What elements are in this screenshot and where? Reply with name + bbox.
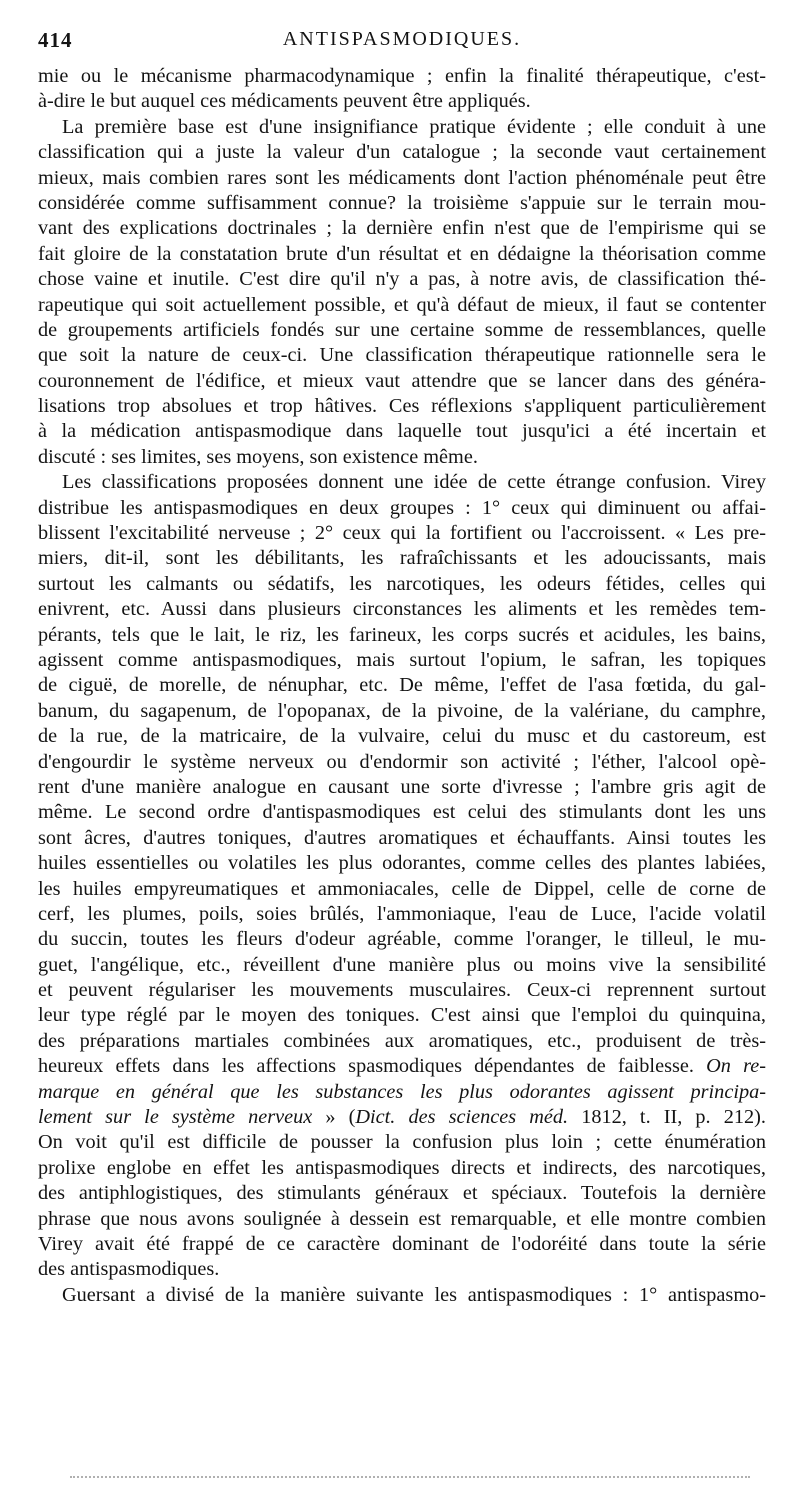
text-line-mixed — [38, 1054, 766, 1079]
line-text-roman: heureux effets dans les affections spasmodiques dépendantes de faiblesse. — [38, 1055, 694, 1078]
text-line: Virey avait été frappé de ce caractère dominant de l'odoréité dans toute la série — [38, 1232, 766, 1255]
text-line-italic — [38, 1080, 766, 1105]
text-line: du succin, toutes les fleurs d'odeur agréable, comme l'oranger, le tilleul, le mu- — [38, 928, 766, 951]
text-line: à la médication antispasmodique dans laquelle tout jusqu'ici a été incertain et — [38, 420, 766, 443]
text-line: discuté : ses limites, ses moyens, son existence même. — [38, 445, 478, 468]
text-line: classification qui a juste la valeur d'un catalogue ; la seconde vaut certainement — [38, 141, 766, 164]
paragraph-start-line: Guersant a divisé de la manière suivante les antispasmodiques : 1° antispasmo- — [62, 1283, 766, 1306]
text-line: miers, dit-il, sont les débilitants, les rafraîchissants et les adoucissants, mais — [38, 547, 766, 570]
text-line: enivrent, etc. Aussi dans plusieurs circonstances les aliments et les remèdes tem- — [38, 598, 766, 621]
text-line: à-dire le but auquel ces médicaments peuvent être appliqués. — [38, 90, 531, 113]
text-line: On voit qu'il est difficile de pousser la confusion plus loin ; cette énumération — [38, 1131, 766, 1154]
citation-italic-text: Dict. des sciences méd. — [355, 1106, 569, 1129]
text-line: des antiphlogistiques, des stimulants généraux et spéciaux. Toutefois la dernière — [38, 1182, 766, 1205]
text-line: mie ou le mécanisme pharmacodynamique ; enfin la finalité thérapeutique, c'est- — [38, 65, 766, 87]
text-line: phrase que nous avons soulignée à dessein est remarquable, et elle montre combien — [38, 1207, 766, 1230]
text-line: des antispasmodiques. — [38, 1258, 220, 1281]
text-line: fait gloire de la constatation brute d'un résultat et en dédaigne la théorisation comme — [38, 242, 766, 265]
text-line: cerf, les plumes, poils, soies brûlés, l'ammoniaque, l'eau de Luce, l'acide volatil — [38, 902, 766, 925]
quoted-italic-text: On re- — [706, 1055, 766, 1078]
text-line: rapeutique qui soit actuellement possible, et qu'à défaut de mieux, il faut se contenter — [38, 293, 766, 316]
quoted-italic-text: lement sur le système nerveux — [38, 1106, 313, 1129]
citation-reference: 1812, t. II, p. 212). — [568, 1106, 766, 1129]
text-line: couronnement de l'édifice, et mieux vaut attendre que se lancer dans des généra- — [38, 369, 766, 392]
text-line: d'engourdir le système nerveux ou d'endormir son activité ; l'éther, l'alcool opè- — [38, 750, 766, 773]
text-line: huiles essentielles ou volatiles les plus odorantes, comme celles des plantes labiées, — [38, 852, 766, 875]
text-line: rent d'une manière analogue en causant une sorte d'ivresse ; l'ambre gris agit de — [38, 775, 766, 798]
line-text-roman: » ( — [312, 1106, 356, 1129]
text-line: distribue les antispasmodiques en deux groupes : 1° ceux qui diminuent ou affai- — [38, 496, 766, 519]
text-line: de groupements artificiels fondés sur une certaine somme de ressemblances, quelle — [38, 318, 766, 341]
text-line: leur type réglé par le moyen des toniques. C'est ainsi que l'emploi du quinquina, — [38, 1004, 766, 1027]
text-line: de ciguë, de morelle, de nénuphar, etc. De même, l'effet de l'asa fœtida, du gal- — [38, 674, 766, 697]
text-line: mieux, mais combien rares sont les médicaments dont l'action phénoménale peut être — [38, 166, 766, 189]
text-line: et peuvent régulariser les mouvements musculaires. Ceux-ci reprennent surtout — [38, 979, 766, 1002]
text-line: prolixe englobe en effet les antispasmodiques directs et indirects, des narcotiques, — [38, 1156, 766, 1179]
text-line: guet, l'angélique, etc., réveillent d'une manière plus ou moins vive la sensibilité — [38, 953, 766, 976]
text-line: banum, du sagapenum, de l'opopanax, de la pivoine, de la valériane, du camphre, — [38, 699, 766, 722]
text-line: même. Le second ordre d'antispasmodiques est celui des stimulants dont les uns — [38, 801, 766, 824]
text-line: des préparations martiales combinées aux aromatiques, etc., produisent de très- — [38, 1029, 766, 1052]
text-line: sont âcres, d'autres toniques, d'autres aromatiques et échauffants. Ainsi toutes les — [38, 826, 766, 849]
paragraph-start-line: Les classifications proposées donnent une idée de cette étrange confusion. Virey — [62, 471, 766, 494]
paragraph-start-line: La première base est d'une insignifiance pratique évidente ; elle conduit à une — [62, 115, 766, 138]
running-title: ANTISPASMODIQUES. — [282, 28, 522, 50]
quoted-italic-text: marque en général que les substances les plus odorantes agissent principa- — [38, 1080, 766, 1103]
text-line: vant des explications doctrinales ; la dernière enfin n'est que de l'empirisme qui se — [38, 217, 766, 240]
text-line: considérée comme suffisamment connue? la troisième s'appuie sur le terrain mou- — [38, 191, 766, 214]
text-line: que soit la nature de ceux-ci. Une classification thérapeutique rationnelle sera le — [38, 344, 766, 367]
text-line: lisations trop absolues et trop hâtives. Ces réflexions s'appliquent particulièrement — [38, 395, 766, 418]
text-line: surtout les calmants ou sédatifs, les narcotiques, les odeurs fétides, celles qui — [38, 572, 766, 595]
page-number: 414 — [38, 28, 73, 52]
text-line: les huiles empyreumatiques et ammoniacales, celle de Dippel, celle de corne de — [38, 877, 766, 900]
text-line: pérants, tels que le lait, le riz, les farineux, les corps sucrés et acidules, les bains, — [38, 623, 766, 646]
text-line: blissent l'excitabilité nerveuse ; 2° ceux qui la fortifient ou l'accroissent. « Les pre- — [38, 522, 766, 545]
text-line: agissent comme antispasmodiques, mais surtout l'opium, le safran, les topiques — [38, 648, 766, 671]
text-line: chose vaine et inutile. C'est dire qu'il n'y a pas, à notre avis, de classification thé- — [38, 268, 766, 291]
page-header — [38, 28, 766, 58]
text-line-mixed — [38, 1105, 766, 1130]
footer-rule — [70, 1476, 750, 1478]
text-line: de la rue, de la matricaire, de la vulvaire, celui du musc et du castoreum, est — [38, 725, 766, 748]
body-text — [38, 64, 766, 1308]
